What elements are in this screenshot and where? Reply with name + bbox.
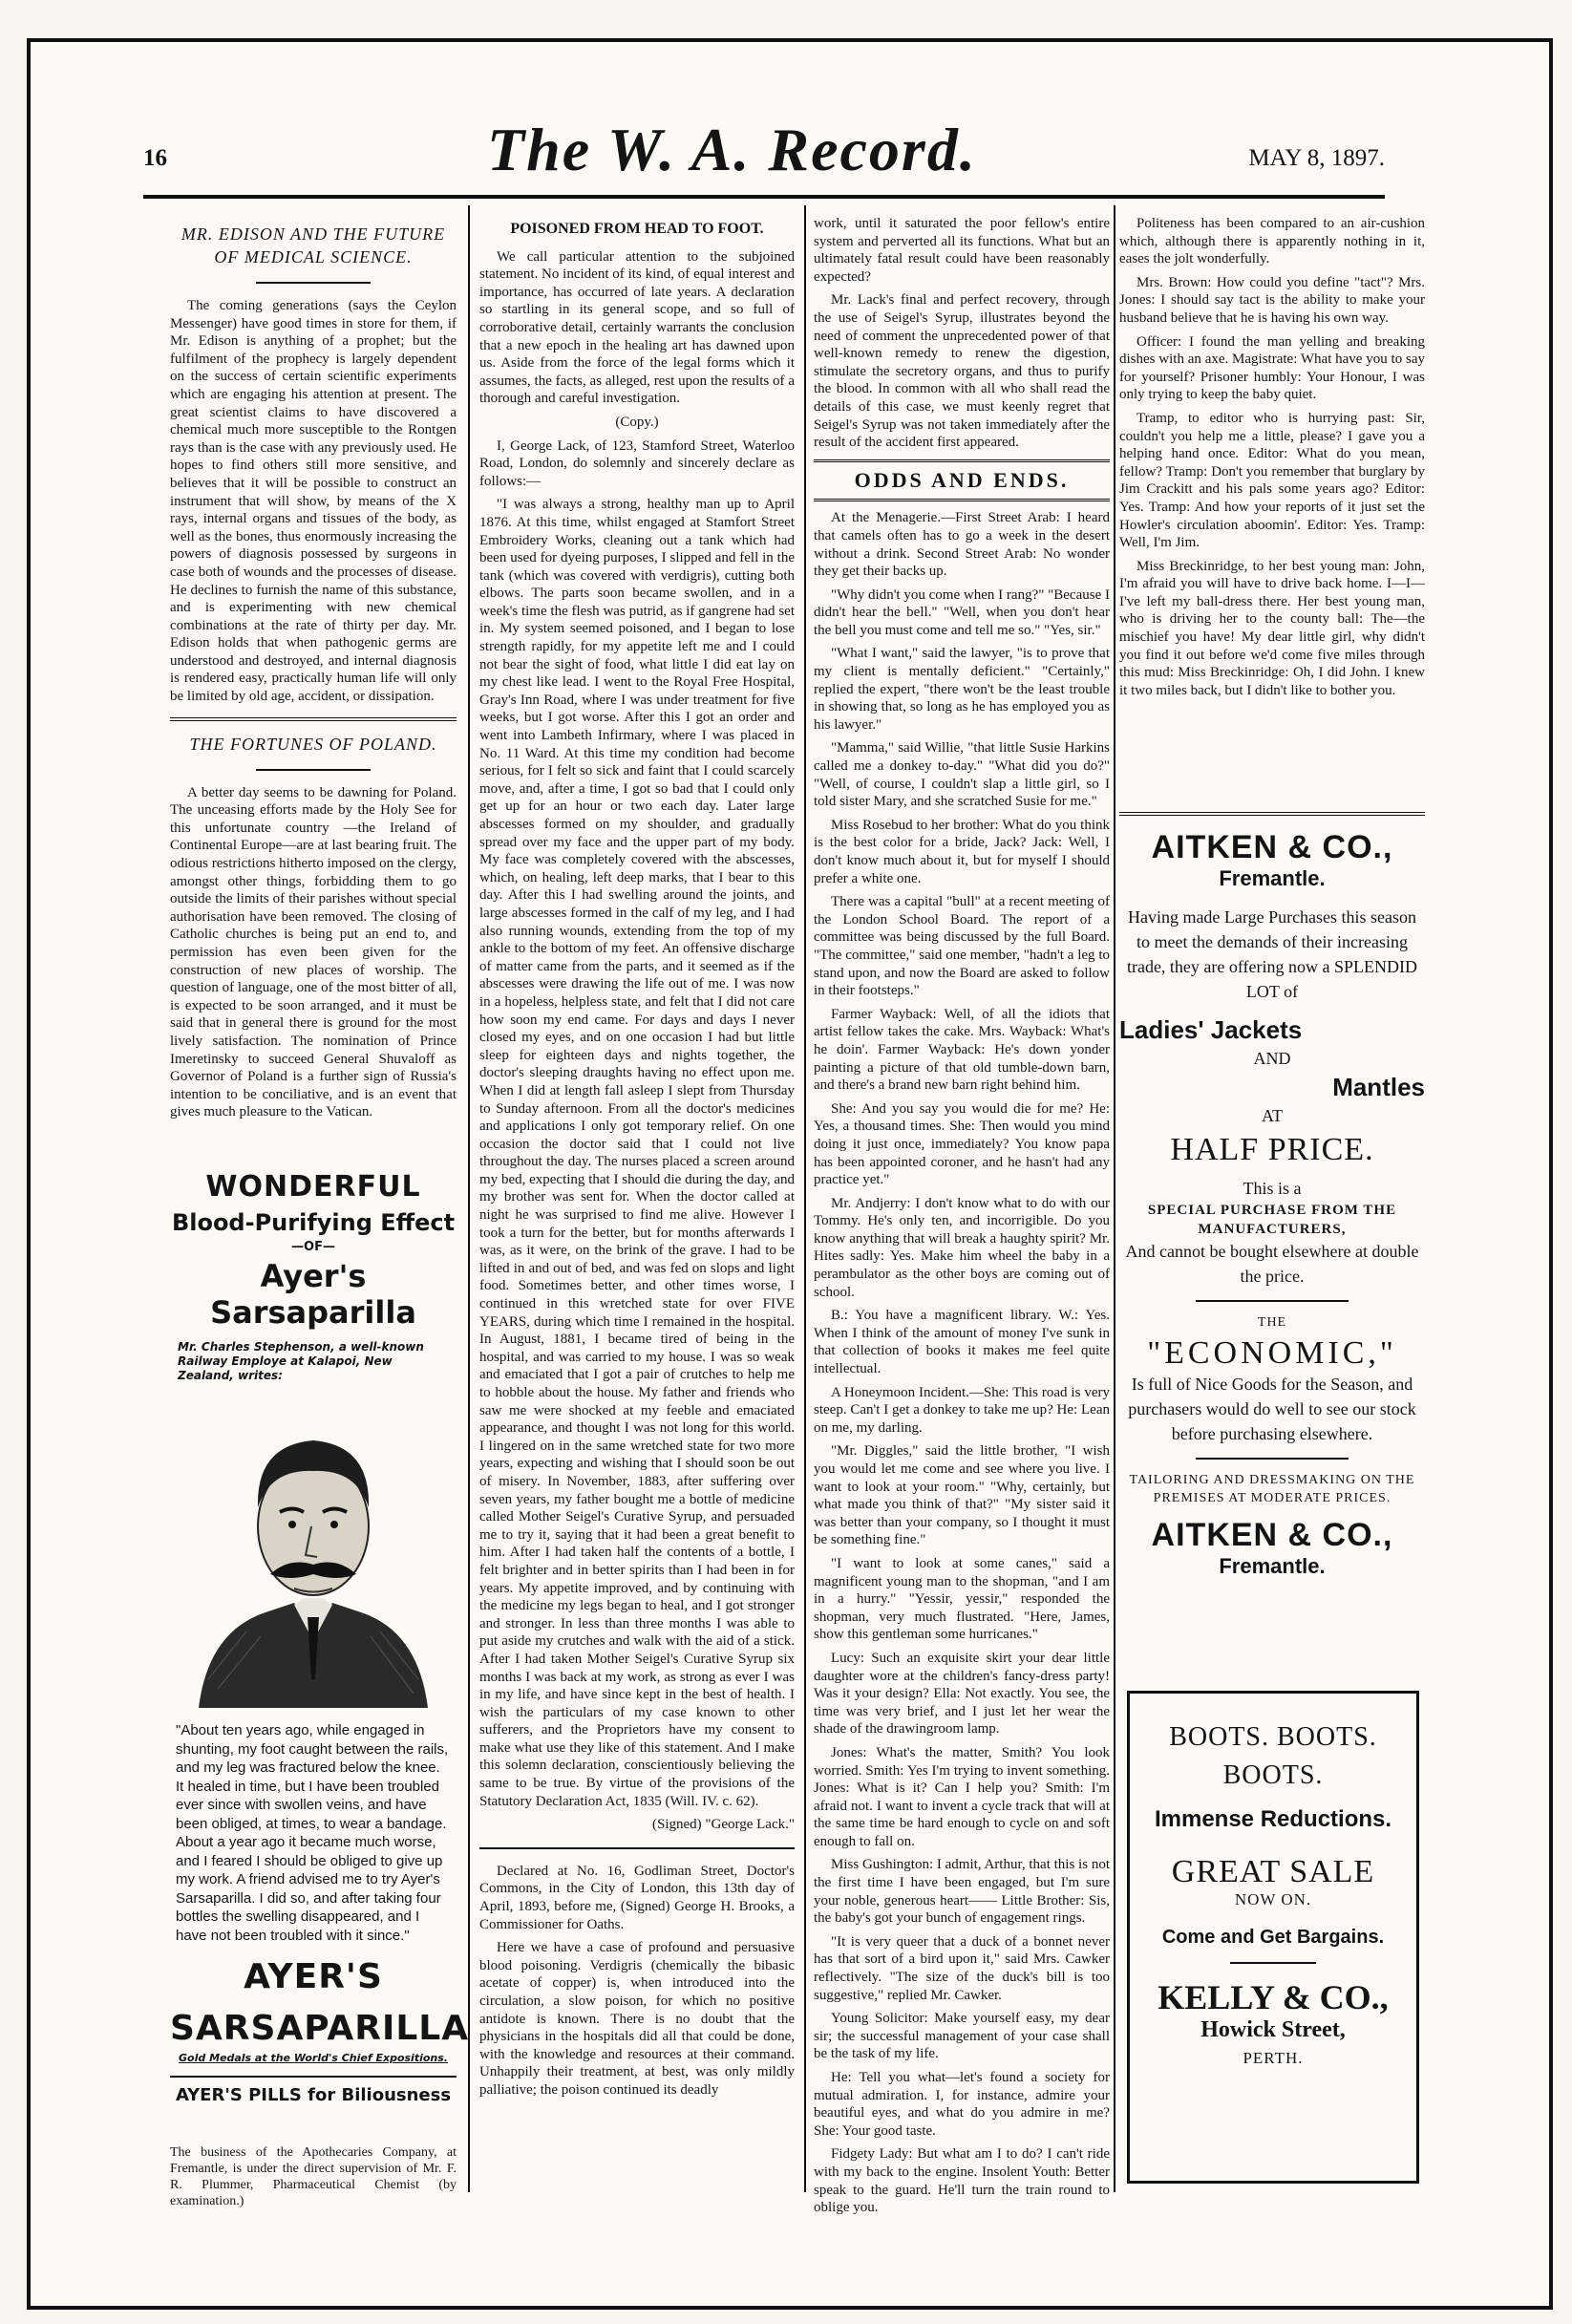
odds-list [814,509,1110,2216]
aitken-name: AITKEN & CO., [1151,829,1393,865]
ad-headline: WONDERFUL [205,1170,421,1204]
portrait-engraving [189,1393,437,1708]
signature-line: (Signed) "George Lack." [651,1817,795,1833]
ad-pills: AYER'S PILLS for Biliousness [170,2076,457,2105]
aitken-at: AT [1262,1106,1283,1125]
odds-item: Fidgety Lady: But what am I to do? I can't ride with my back to the engine. Insolent Youth: Better speak to the guard. He'll turn the train round to oblige you. [814,2146,1110,2216]
odds-item: "What I want," said the lawyer, "is to prove that my client is mentally deficient." "Certainly," replied the expert, "there won't be the least trouble in showing that, so long as he has employed you as his lawyer." [814,646,1110,733]
odds-item: "I want to look at some canes," said a magnificent young man to the shopman, "and I am in a hurry." "Yessir, yessir," responded the shopman, very much flustrated. "Here, James, show this gentleman some hurricanes." [814,1555,1110,1643]
odds-item: There was a capital "bull" at a recent meeting of the London School Board. The report of a committee was being discussed by the full Board. "The committee," said one member, "hadn't a leg to stand upon, and now the Board are asked to follow in their footsteps." [814,894,1110,999]
declaration: Declared at No. 16, Godliman Street, Doctor's Commons, in the City of London, this 13th day of April, 1893, before me, (Signed) George H. Brooks, a Commissioner for Oaths. [479,1863,795,1932]
kelly-boots-1: BOOTS. BOOTS. [1169,1722,1377,1752]
edison-article-body: The coming generations (says the Ceylon Messenger) have good times in store for them, if Mr. Edison is anything of a prophet; but the fulfilment of the prophecy is largely dependent on the success of certain scientific experiments which are engaging his attention at present. The great scientist claims to have discovered a chemical much more susceptible to the Rontgen rays than is the case with any previously used. He hopes to find others still more sensitive, and believes that it will be possible to construct an instrument that will show, by means of the X rays, internal organs and tissues of the body, as well as the bones, thus enormously increasing the powers of diagnosis possessed by surgeons in case both of wounds and the processes of disease. He declines to furnish the name of this substance, and is experimenting with new chemical combinations at the rate of thirty per day. Mr. Edison holds that when pathogenic germs are understood and destroyed, and internal diagnosis is rendered easy, practically human life will only be limited by old age, accident, or dissipation. [170,298,457,705]
column-2 [479,215,795,2192]
aitken-body: Having made Large Purchases this season to meet the demands of their increasing trade, they are offering now a SPLENDID LOT of [1126,907,1418,1001]
ad-brand-ayers: AYER'S [244,1957,383,1996]
kelly-perth: PERTH. [1243,2049,1304,2067]
article-paragraph: I, George Lack, of 123, Stamford Street, Waterloo Road, London, do solemnly and sincerely declare as follows:— [479,437,795,489]
divider [1196,1300,1349,1302]
kelly-street: Howick Street, [1200,2017,1346,2042]
aitken-economic: "ECONOMIC," [1147,1335,1397,1371]
masthead-title: The W. A. Record. [487,116,977,183]
divider [479,1847,795,1849]
joke-item: Tramp, to editor who is hurrying past: Sir, couldn't you help me a little, please? I gave you a helping hand once. Editor: What do you mean, fellow? Tramp: Don't you remember that burglary by Jim Crackitt and his pals some years ago? Editor: Yes. Tramp: And how your reports of it just set the Howler's circulation aboomin'. Editor: Yes. Tramp: Well, I'm Jim. [1119,410,1425,551]
ad-brand-sarsaparilla: SARSAPARILLA [170,2009,470,2048]
odds-item: She: And you say you would die for me? He: Yes, a thousand times. She: Then would you mind doing it just once, immediately? You know papa has been appointed coroner, and he hasn't had any practice yet." [814,1100,1110,1188]
ad-medals: Gold Medals at the World's Chief Expositions. [179,2052,448,2064]
jokes-list [1119,215,1425,699]
kelly-ad [1127,1691,1419,2184]
aitken-and: AND [1253,1049,1291,1068]
aitken-economic-body: Is full of Nice Goods for the Season, and purchasers would do well to see our stock before purchasing elsewhere. [1128,1375,1416,1443]
joke-item: Mrs. Brown: How could you define "tact"? Mrs. Jones: I should say tact is the ability to make your husband believe that he is having his own way. [1119,274,1425,326]
column-divider [804,205,806,2192]
article-paragraph: Here we have a case of profound and persuasive blood poisoning. Verdigris (chemically the bibasic acetate of copper) is, when introduced into the circulation, a slow poison, for which no positive antidote is known. There is no doubt that the physicians in the hospitals did all that could be done, with the knowledge and resources at their command. Unhappily their treatment, at best, was only mildly palliative; the poison continued its deadly [479,1940,795,2098]
column-3 [814,215,1110,2216]
kelly-name: KELLY & CO., [1158,1978,1389,2016]
divider [1196,1458,1349,1460]
odds-item: Jones: What's the matter, Smith? You look worried. Smith: Yes I'm trying to invent something. Jones: What is it? Can I help you? Smith: I'm afraid not. I want to invent a cycle track that will at the same time be hard enough to cycle on and soft enough to fall on. [814,1744,1110,1849]
copy-label: (Copy.) [615,414,659,430]
odds-item: Mr. Andjerry: I don't know what to do with our Tommy. He's only ten, and incorrigible. Do you know anything that will break a haughty spirit? Mr. Hites sadly: Yes. Make him wheel the baby in a perambulator as the other boys are coming out of school. [814,1195,1110,1300]
apothecaries-notice: The business of the Apothecaries Company, at Fremantle, is under the direct supervision of Mr. F. R. Plummer, Pharmaceutical Chemist (by examination.) [170,2145,457,2208]
aitken-mantles: Mantles [1332,1073,1425,1101]
ad-of: —OF— [291,1240,335,1254]
aitken-half-price: HALF PRICE. [1170,1132,1374,1167]
aitken-this-is: This is a [1243,1179,1302,1198]
odds-item: Lucy: Such an exquisite skirt your dear little daughter wore at the children's fancy-dress party! Was it your design? Ella: Not exactly. You see, the time was very brief, and I just let her wear the shade of the drawingroom lamp. [814,1650,1110,1738]
column-4-jokes [1119,215,1425,798]
odds-item: "Mamma," said Willie, "that little Susie Harkins called me a donkey to-day." "What did you do?" "Well, of course, I couldn't slap a little girl, so I told sister Mary, and she scratched Susie for me." [814,740,1110,810]
poisoned-article-title: POISONED FROM HEAD TO FOOT. [510,221,764,237]
ad-testimonial: "About ten years ago, while engaged in shunting, my foot caught between the rails, and my leg was fractured below the knee. It healed in time, but I have been troubled ever since with swollen veins, and have been obliged, at times, to wear a bandage. About a year ago it became much worse, and I feared I should be obliged to give up my work. A friend advised me to try Ayer's Sarsaparilla. I did so, and after taking four bottles the swelling disappeared, and I have not been troubled with it since." [176,1722,449,1944]
page-number: 16 [143,145,167,171]
aitken-name-2: AITKEN & CO., [1151,1517,1393,1553]
column-divider [468,205,470,2192]
ad-testimonial-intro: Mr. Charles Stephenson, a well-known Railway Employe at Kalapoi, New Zealand, writes: [178,1340,424,1382]
kelly-come: Come and Get Bargains. [1161,1927,1385,1948]
article-paragraph: Mr. Lack's final and perfect recovery, through the use of Seigel's Syrup, illustrates beyond the need of comment the unprecedented power of that well-known remedy to renew the digestion, stimulate the secretory organs, and thus to purify the blood. In common with all who shall read the details of this case, we must keenly regret that Seigel's Syrup was not taken immediately after the result of the accident first appeared. [814,292,1110,451]
kelly-now-on: NOW ON. [1234,1890,1312,1908]
edison-article-title: MR. EDISON AND THE FUTURE OF MEDICAL SCIENCE. [181,224,446,267]
odds-item: A Honeymoon Incident.—She: This road is very steep. Can't I get a donkey to take me up? He: Lean on me, my darling. [814,1384,1110,1436]
aitken-town-2: Fremantle. [1219,1554,1326,1578]
column-divider [1114,205,1115,2192]
issue-date: MAY 8, 1897. [1248,145,1385,171]
ad-subheadline: Blood-Purifying Effect [171,1209,456,1236]
odds-item: "Why didn't you come when I rang?" "Because I didn't hear the bell." "Well, when you don't hear the bell you must come and tell me so." "Yes, sir." [814,586,1110,638]
column-1 [170,215,457,1132]
odds-item: B.: You have a magnificent library. W.: Yes. When I think of the amount of money I've sunk in that collection of books it makes me feel quite intellectual. [814,1308,1110,1377]
ayers-sarsaparilla-ad [170,1151,470,2183]
odds-item: Farmer Wayback: Well, of all the idiots that artist fellow takes the cake. Mrs. Wayback: What's he doin'. Farmer Wayback: He's down yonder painting a picture of that old tumble-down barn, and there's a brand new barn right behind him. [814,1006,1110,1094]
ad-product: Ayer's Sarsaparilla [210,1258,416,1331]
poland-article-body: A better day seems to be dawning for Poland. The unceasing efforts made by the Holy See for this unfortunate country —the Ireland of Continental Europe—are at last bearing fruit. The odious restrictions hitherto imposed on the clergy, amongst other things, forbidding them to go outside the limits of their parishes without special authorisation have been removed. The closing of Catholic churches is being put an end to, and permission has even been given for the construction of new places of worship. The question of language, one of the most bitter of all, is expected to be soon arranged, and it must be said that in general there is ground for the most lively satisfaction. The nomination of Prince Imeretinsky to succeed General Shuvaloff as Governor of Poland is a further sign of Russia's intention to be conciliative, and is an event that gives much pleasure to the Vatican. [170,784,457,1120]
article-paragraph: "I was always a strong, healthy man up to April 1876. At this time, whilst engaged at Stamfort Street Embroidery Works, cleaning out a tank which had been used for dyeing purposes, I slipped and fell in the tank (which was covered with verdigris), cutting both elbows. The parts soon became swollen, and in a week's time the flesh was putrid, as if gangrene had set in. My system seemed poisoned, and I began to lose strength rapidly, for my appetite left me and I could not bear the sight of food, what little I did eat lay on my chest like lead. I went to the Royal Free Hospital, Gray's Inn Road, where I was under treatment for five weeks, but I got worse. After this I got an order and went into Lambeth Infirmary, where I was placed in No. 11 Ward. At this time my condition had become serious, for I felt so sick and faint that I could scarcely move, and, after a time, I got so bad that I could only get up for an hour or two each day. Later large abscesses formed on my shoulder, and gradually spread over my face and the upper part of my body. My face was completely covered with the abscesses, which, on healing, left deep marks, that I bear to this day. After this I had swelling around the joints, and large abscesses formed in the calf of my leg, and I had also running wounds, extending from the top of my ankle to the bottom of my feet. An offensive discharge of matter came from the parts, and it seemed as if the abscesses were drawing the life out of me. I was now in a hopeless, helpless state, and felt that I did not care how soon my end came. For days and days I never closed my eyes, and on one occasion I had but little sleep for eighteen days and nights together, the doctor's sleeping draughts having no effect upon me. When I did at length fall asleep I slept from Thursday to Sunday afternoon. From all the doctor's medicines and applications I only got temporary relief. On one occasion the doctor said that I could not live throughout the day. The nurses placed a screen around my bed, expecting that I should die during the day, and my brother was sent for. When the doctor called at night he was surprised to find me alive. However I took a turn for the better, but for months afterwards I was, as it were, on the brink of the grave. I had to be lifted in and out of bed, and was fed on slops and light food. Sometimes better, and other times worse, I continued in this wretched state for over FIVE YEARS, during which time I remained in the hospital. In August, 1881, I became tired of being in the hospital, and was carried to my house. I was so weak and emaciated that I got a pair of crutches to help me to hobble about the house. My father and friends who saw me were shocked at my feeble and emaciated appearance, and thought I was not long for this world. I lingered on in the same wretched state for two more years, expecting and wishing that I should soon be out of misery. In November, 1883, after suffering over seven years, my father bought me a bottle of medicine called Mother Seigel's Curative Syrup, and persuaded me to try it, saying that it had been a great benefit to him. After I had taken half the contents of a bottle, I felt brighter and in better spirits than I had been in for years. My appetite improved, and by continuing with the medicine my legs began to heal, and I got stronger and stronger. In less than three months I was able to put aside my crutches and walk with the aid of a stick. After I had taken Mother Seigel's Curative Syrup six months I was back at my work, as strong as ever I was in my life, and have since kept in the best of health. I wish the particulars of my case known to other sufferers, and the Proprietors have my consent to make what use they like of this statement. And I make this solemn declaration, conscientiously believing the same to be true. By virtue of the provisions of the Statutory Declaration Act, 1835 (Will. IV. c. 62). [479,497,795,1809]
kelly-boots-2: BOOTS. [1222,1760,1324,1790]
kelly-immense: Immense Reductions. [1154,1806,1392,1832]
aitken-cannot: And cannot be bought elsewhere at double the price. [1125,1242,1419,1286]
article-paragraph: work, until it saturated the poor fellow's entire system and perverted all its functions. What but an ultimately fatal result could have been reasonably expected? [814,216,1110,285]
odds-and-ends-title: ODDS AND ENDS. [814,459,1110,502]
odds-item: Miss Gushington: I admit, Arthur, that this is not the first time I have been engaged, but I'm sure your noble, generous heart—— Little Brother: Sis, the baby's got your bunch of engagement rings. [814,1857,1110,1927]
divider [170,717,457,721]
poland-article-title: THE FORTUNES OF POLAND. [189,734,437,754]
joke-item: Miss Breckinridge, to her best young man: John, I'm afraid you will have to drive back home. I—I—I've left my ball-dress there. Her best young man, who is driving her to the county ball: The—the mischief you have! My dear little girl, why didn't you find it out before we'd come five miles through this mud: Miss Breckinridge: Oh, I did John. I knew it two miles back, but I didn't like to bother you. [1119,558,1425,698]
odds-item: He: Tell you what—let's found a society for mutual admiration. I, for instance, admire your beautiful eyes, and what do you admire in me? She: Your good taste. [814,2070,1110,2139]
divider [1230,1962,1316,1964]
odds-item: Young Solicitor: Make yourself easy, my dear sir; the successful management of your case shall be the task of my life. [814,2011,1110,2062]
divider [256,769,371,771]
odds-item: Miss Rosebud to her brother: What do you think is the best color for a bride, Jack? Jack: Well, I don't know much about it, but for myself I should prefer a white one. [814,817,1110,886]
odds-item: At the Menagerie.—First Street Arab: I heard that camels often has to go a week in the desert without a drink. Second Street Arab: No wonder they get their backs up. [814,510,1110,580]
aitken-ladies: Ladies' Jackets [1119,1015,1303,1044]
aitken-special: SPECIAL PURCHASE FROM THE MANUFACTURERS, [1147,1203,1397,1237]
header-rule [143,195,1385,199]
divider [256,282,371,284]
aitken-town: Fremantle. [1219,866,1326,890]
joke-item: Politeness has been compared to an air-cushion which, although there is apparently nothing in it, eases the jolt wonderfully. [1119,216,1425,267]
divider [1119,812,1425,816]
aitken-ad [1119,812,1425,1592]
page-header [143,115,1385,191]
odds-item: "Mr. Diggles," said the little brother, "I wish you would let me come and see where you live. I want to look at your room." "Why, certainly, but what made you think of that?" "My sister said it was better than your company, so I thought it must be something fine." [814,1443,1110,1548]
article-paragraph: We call particular attention to the subjoined statement. No incident of its kind, of equal interest and importance, has occurred of late years. A declaration so startling in its general scope, and so full of corroborative detail, certainly warrants the conclusion that a new epoch in the healing art has dawned upon us. Aside from the force of the legal forms which it assumes, the facts, as alleged, rest upon the results of a thorough and careful investigation. [479,248,795,407]
aitken-the: THE [1257,1315,1287,1330]
joke-item: Officer: I found the man yelling and breaking dishes with an axe. Magistrate: What have you to say for yourself? Prisoner humbly: Your Honour, I was only trying to keep the baby quiet. [1119,333,1425,403]
odds-item: "It is very queer that a duck of a bonnet never has that sort of a bird upon it," said Mrs. Cawker reflectively. "The size of the duck's bill is too suggestive," replied Mr. Cawker. [814,1933,1110,2003]
aitken-tailoring: TAILORING AND DRESSMAKING ON THE PREMISES AT MODERATE PRICES. [1129,1473,1415,1505]
kelly-great-sale: GREAT SALE [1171,1854,1375,1889]
